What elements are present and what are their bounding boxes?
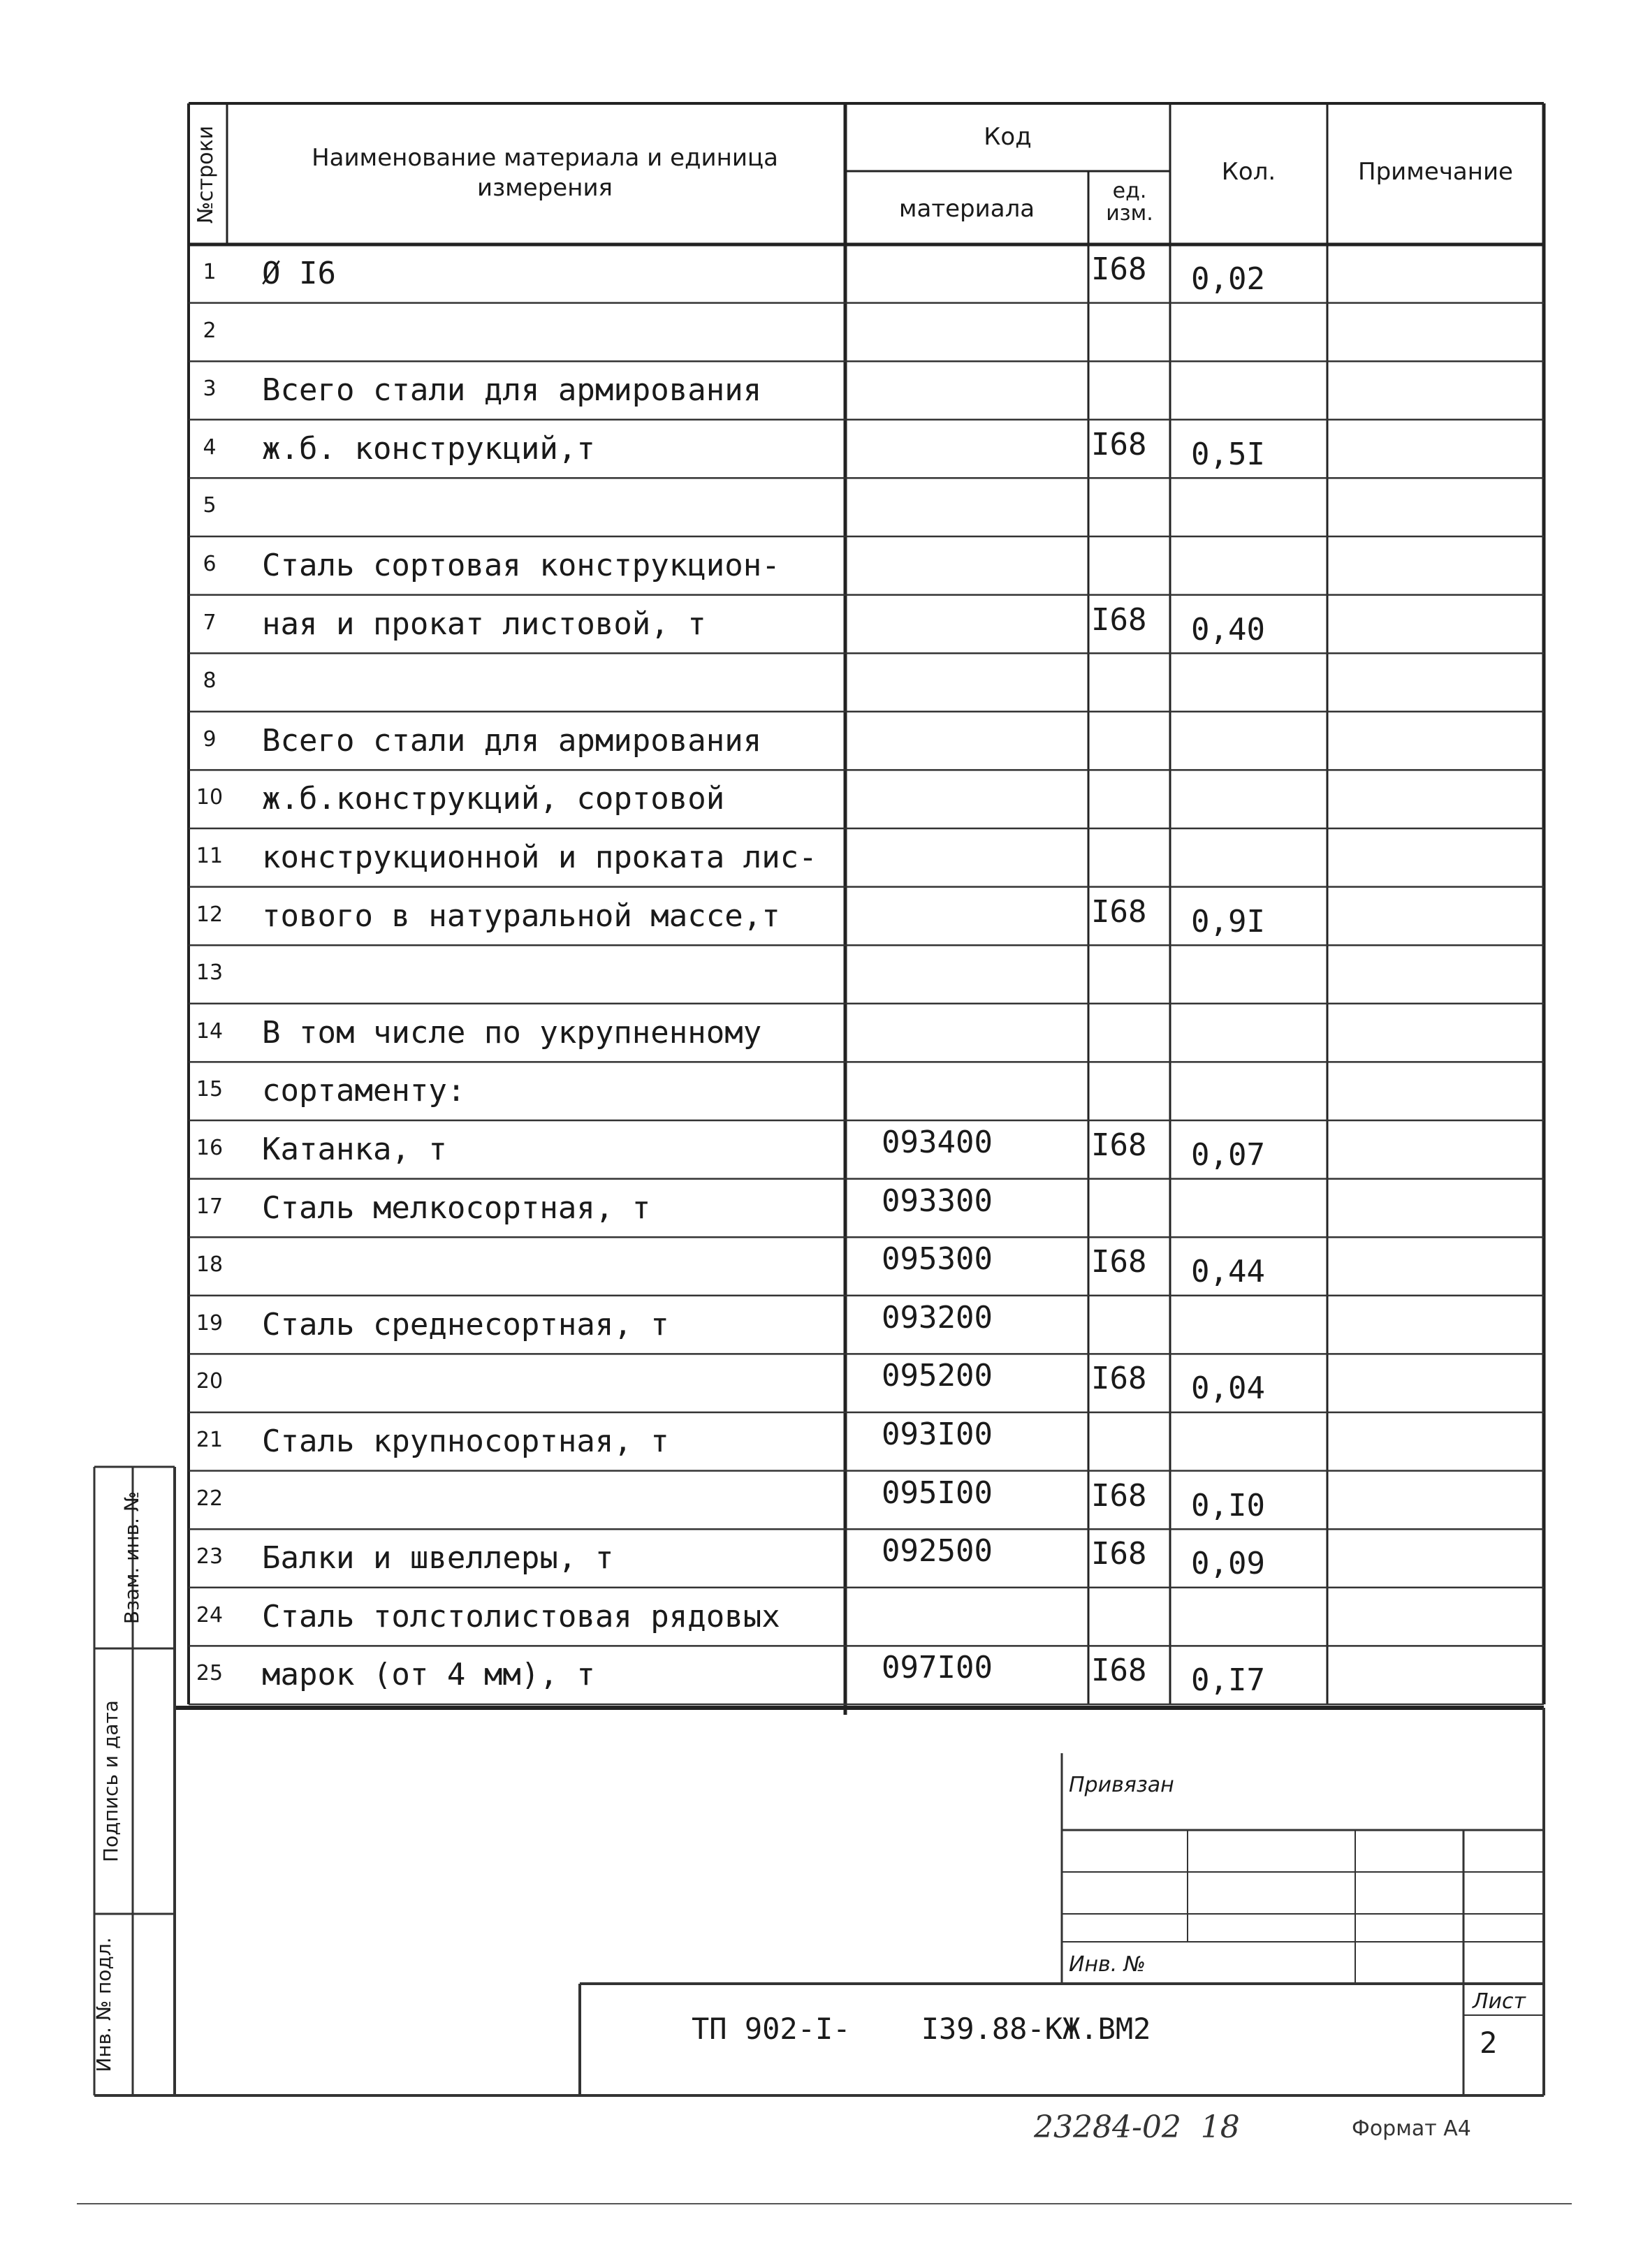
row-name: Катанка, т: [262, 1132, 447, 1167]
stamp-privyazan: Привязан: [1069, 1773, 1174, 1797]
row-qty: 0,I0: [1191, 1487, 1265, 1523]
row-number: 20: [196, 1369, 224, 1394]
row-qty: 0,5I: [1191, 436, 1265, 472]
row-qty: 0,02: [1191, 261, 1265, 297]
row-name: сортаменту:: [262, 1073, 466, 1109]
footer-handwritten-number: 23284-02 18: [1034, 2109, 1240, 2145]
row-code: 093300: [882, 1183, 993, 1219]
row-qty: 0,04: [1191, 1370, 1265, 1407]
row-unit: I68: [1091, 601, 1147, 638]
row-number: 25: [196, 1661, 224, 1686]
row-code: 097I00: [882, 1650, 993, 1686]
row-number: 10: [196, 785, 224, 810]
row-code: 095I00: [882, 1475, 993, 1511]
row-number: 19: [196, 1310, 224, 1336]
row-number: 24: [196, 1602, 224, 1627]
row-name: Всего стали для армирования: [262, 722, 762, 759]
row-unit: I68: [1091, 426, 1147, 462]
row-name: марок (от 4 мм), т: [262, 1657, 595, 1693]
row-name: Сталь сортовая конструкцион-: [262, 548, 780, 583]
row-name: ж.б. конструкций,т: [262, 430, 595, 467]
row-qty: 0,40: [1191, 611, 1265, 648]
side-stamp-podpis: Подпись и дата: [99, 1700, 122, 1862]
row-name: тового в натуральной массе,т: [262, 898, 780, 934]
row-number: 18: [196, 1252, 224, 1278]
row-number: 15: [196, 1077, 224, 1102]
row-code: 092500: [882, 1533, 993, 1570]
row-number: 8: [203, 668, 217, 694]
row-code: 093200: [882, 1299, 993, 1336]
header-code-unit: ед. изм.: [1106, 179, 1153, 226]
stamp-list-no: 2: [1480, 2026, 1498, 2060]
row-number: 14: [196, 1018, 224, 1044]
row-name: Сталь толстолистовая рядовых: [262, 1598, 780, 1634]
row-unit: I68: [1091, 893, 1147, 930]
row-number: 13: [196, 960, 224, 986]
row-unit: I68: [1091, 1653, 1147, 1689]
row-number: 11: [196, 844, 224, 868]
row-name: Всего стали для армирования: [262, 372, 762, 409]
row-number: 1: [203, 260, 217, 284]
row-unit: I68: [1091, 1536, 1147, 1572]
header-qty: Кол.: [1221, 158, 1276, 186]
row-name: конструкционной и проката лис-: [262, 840, 817, 875]
row-name: Балки и швеллеры, т: [262, 1540, 614, 1576]
row-unit: I68: [1091, 1477, 1147, 1514]
row-number: 17: [196, 1194, 224, 1219]
row-number: 2: [203, 318, 217, 343]
row-unit: I68: [1091, 251, 1147, 287]
header-name: Наименование материала и единица измерения: [312, 144, 778, 202]
row-qty: 0,I7: [1191, 1662, 1265, 1699]
row-qty: 0,9I: [1191, 903, 1265, 939]
row-name: Сталь среднесортная, т: [262, 1306, 669, 1342]
row-code: 095200: [882, 1358, 993, 1394]
row-number: 5: [203, 493, 217, 518]
row-name: Сталь крупносортная, т: [262, 1424, 669, 1459]
row-qty: 0,07: [1191, 1137, 1265, 1173]
row-code: 093I00: [882, 1417, 993, 1452]
header-code-material: материала: [898, 195, 1035, 223]
side-stamp-vzam: Взам. инв. №: [120, 1491, 143, 1625]
row-code: 095300: [882, 1241, 993, 1278]
row-unit: I68: [1091, 1244, 1147, 1280]
row-name: ж.б.конструкций, сортовой: [262, 781, 725, 817]
row-number: 22: [196, 1486, 224, 1511]
row-number: 21: [196, 1428, 224, 1452]
row-number: 9: [203, 726, 217, 752]
row-name: ная и прокат листовой, т: [262, 606, 706, 642]
footer-format: Формат А4: [1352, 2116, 1471, 2141]
stamp-inv-no: Инв. №: [1069, 1952, 1146, 1977]
header-row-number: №строки: [194, 125, 218, 224]
row-number: 23: [196, 1544, 224, 1570]
header-code: Код: [984, 123, 1032, 151]
row-code: 093400: [882, 1125, 993, 1160]
header-note: Примечание: [1358, 158, 1513, 186]
row-unit: I68: [1091, 1361, 1147, 1397]
row-name: В том числе по укрупненному: [262, 1014, 762, 1051]
side-stamp-inv-podl: Инв. № подл.: [92, 1937, 115, 2072]
row-number: 3: [203, 376, 217, 402]
row-number: 6: [203, 552, 217, 576]
stamp-doc-code: ТП 902-I- I39.88-КЖ.ВМ2: [692, 2012, 1151, 2046]
row-unit: I68: [1091, 1127, 1147, 1163]
row-number: 7: [203, 610, 217, 635]
row-qty: 0,44: [1191, 1254, 1265, 1290]
row-name: Ø I6: [262, 256, 336, 291]
row-number: 12: [196, 902, 224, 927]
row-number: 4: [203, 434, 217, 460]
row-qty: 0,09: [1191, 1546, 1265, 1582]
row-number: 16: [196, 1136, 224, 1160]
stamp-list-label: Лист: [1473, 1989, 1526, 2014]
row-name: Сталь мелкосортная, т: [262, 1190, 651, 1226]
